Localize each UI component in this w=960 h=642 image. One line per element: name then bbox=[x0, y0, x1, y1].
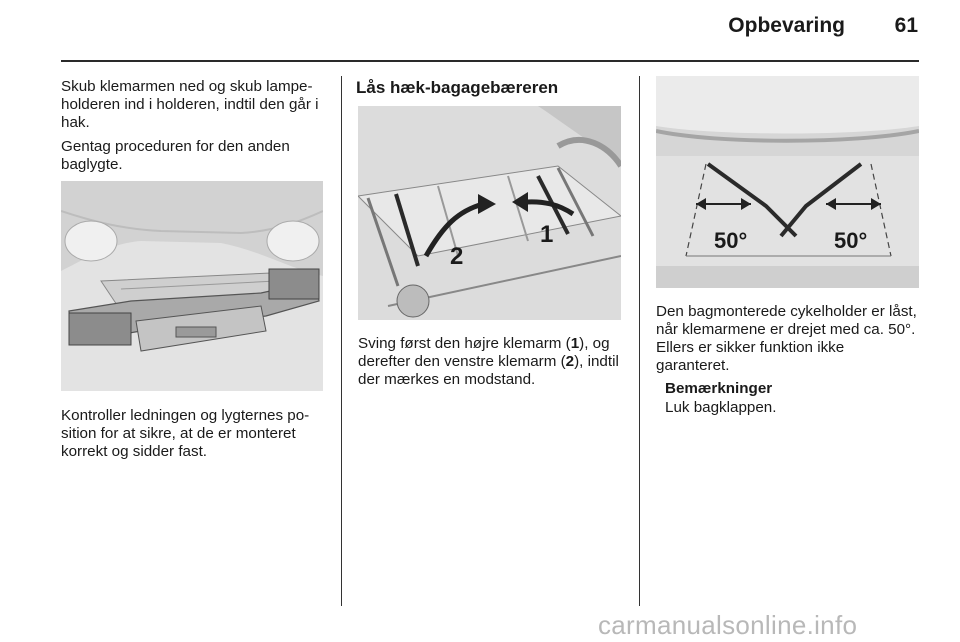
paragraph-repeat-procedure: Gentag proceduren for den anden baglygte. bbox=[61, 138, 290, 173]
column-divider-right bbox=[639, 76, 640, 606]
paragraph-push-lampholder: Skub klemarmen ned og skub lampeholderen ind i holderen, indtil den går i hak. bbox=[61, 78, 319, 131]
body-text-segment: Sving først den højre klemarm ( bbox=[358, 335, 571, 352]
page-header-title: Opbevaring bbox=[728, 14, 845, 37]
figure-angle-50-degrees bbox=[656, 76, 919, 288]
paragraph-check-wiring: Kontroller ledningen og lygternes position for at sikre, at de er monteret korrekt og sidder fast. bbox=[61, 407, 310, 460]
paragraph-locked-condition: Den bagmonterede cykelholder er låst, når klemarmene er drejet med ca. 50°. Ellers er sikker funktion ikke garanteret. bbox=[656, 303, 917, 374]
angle-label-left: 50° bbox=[714, 228, 748, 253]
column-divider-left bbox=[341, 76, 342, 606]
callout-number-1: 1 bbox=[540, 221, 554, 248]
figure-clamp-arms bbox=[358, 106, 621, 320]
angle-illustration bbox=[656, 76, 919, 288]
page-number: 61 bbox=[894, 14, 918, 37]
callout-number-2: 2 bbox=[450, 243, 464, 270]
body-callout-2: 2 bbox=[565, 353, 575, 370]
paragraph-swing-clamp-arms bbox=[358, 335, 626, 389]
angle-label-right: 50° bbox=[834, 228, 868, 253]
header-divider bbox=[61, 60, 919, 62]
note-body: Luk bagklappen. bbox=[665, 399, 777, 416]
body-text-segment: ), og derefter den venstre klemarm ( bbox=[358, 335, 610, 370]
rear-light-illustration bbox=[61, 181, 323, 391]
section-heading-lock-carrier: Lås hæk-bagagebæreren bbox=[356, 78, 559, 97]
body-text-segment: ), indtil der mærkes en modstand. bbox=[358, 353, 619, 388]
figure-rear-light-bar bbox=[61, 181, 323, 391]
clamp-arms-illustration bbox=[358, 106, 621, 320]
body-callout-1: 1 bbox=[570, 335, 580, 352]
note-heading: Bemærkninger bbox=[665, 380, 773, 397]
footer-watermark: carmanualsonline.info bbox=[598, 610, 858, 640]
